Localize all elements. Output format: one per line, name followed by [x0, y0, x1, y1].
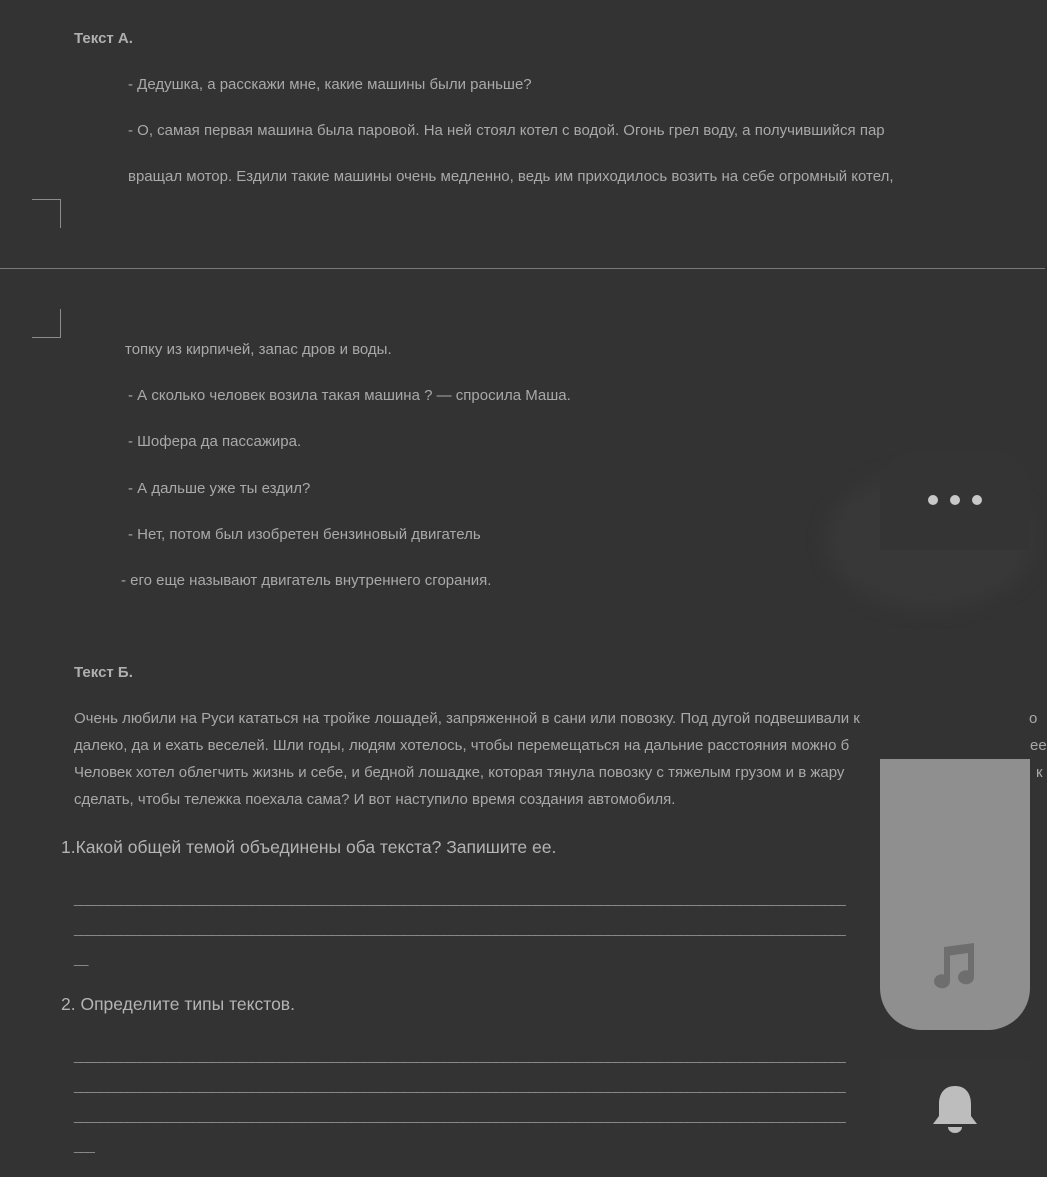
dialogue-line: - А сколько человек возила такая машина ? — спросила Маша.: [128, 387, 571, 404]
answer-line: _____________________________________________________________________________________________________________________: [74, 920, 845, 936]
paragraph-line: Человек хотел облегчить жизнь и себе, и бедной лошадке, которая тянула повозку с тяжелым грузом и в жару: [74, 764, 845, 781]
dialogue-line: - Шофера да пассажира.: [128, 433, 302, 450]
paragraph-edge-fragment: о: [1029, 710, 1038, 727]
audio-player-panel[interactable]: [880, 759, 1030, 1030]
music-note-icon[interactable]: [930, 941, 978, 989]
page-corner-mark: [32, 199, 61, 228]
page-corner-mark: [32, 309, 61, 338]
answer-line: ___: [74, 1137, 94, 1153]
more-options-button[interactable]: [880, 450, 1030, 550]
heading-text-a: Текст А.: [74, 30, 133, 47]
answer-line: _____________________________________________________________________________________________________________________: [74, 1047, 845, 1063]
notifications-button[interactable]: [880, 1060, 1030, 1160]
paragraph-edge-fragment: к: [1036, 764, 1043, 781]
paragraph-line: сделать, чтобы тележка поехала сама? И вот наступило время создания автомобиля.: [74, 791, 676, 808]
heading-text-b: Текст Б.: [74, 664, 133, 681]
dialogue-line: - Нет, потом был изобретен бензиновый двигатель: [128, 526, 481, 543]
answer-line: __: [74, 950, 88, 966]
more-horizontal-icon: [922, 495, 988, 505]
dialogue-line: вращал мотор. Ездили такие машины очень медленно, ведь им приходилось возить на себе огромный котел,: [128, 168, 894, 185]
answer-line: _____________________________________________________________________________________________________________________: [74, 890, 845, 906]
question-1: 1.Какой общей темой объединены оба текста? Запишите ее.: [61, 837, 557, 857]
dialogue-line: - Дедушка, а расскажи мне, какие машины были раньше?: [128, 76, 532, 93]
bell-icon: [930, 1084, 980, 1136]
dialogue-line: - его еще называют двигатель внутреннего сгорания.: [121, 572, 492, 589]
answer-line: _____________________________________________________________________________________________________________________: [74, 1107, 845, 1123]
page-break-divider: [0, 268, 1045, 269]
paragraph-line: далеко, да и ехать веселей. Шли годы, людям хотелось, чтобы перемещаться на дальние расстояния можно б: [74, 737, 850, 754]
dialogue-line: - О, самая первая машина была паровой. На ней стоял котел с водой. Огонь грел воду, а получившийся пар: [128, 122, 885, 139]
paragraph-line: Очень любили на Руси кататься на тройке лошадей, запряженной в сани или повозку. Под дугой подвешивали к: [74, 710, 860, 727]
dialogue-line: топку из кирпичей, запас дров и воды.: [125, 341, 392, 358]
dialogue-line: - А дальше уже ты ездил?: [128, 480, 311, 497]
question-2: 2. Определите типы текстов.: [61, 994, 295, 1014]
answer-line: _____________________________________________________________________________________________________________________: [74, 1077, 845, 1093]
paragraph-edge-fragment: ее: [1030, 737, 1047, 754]
